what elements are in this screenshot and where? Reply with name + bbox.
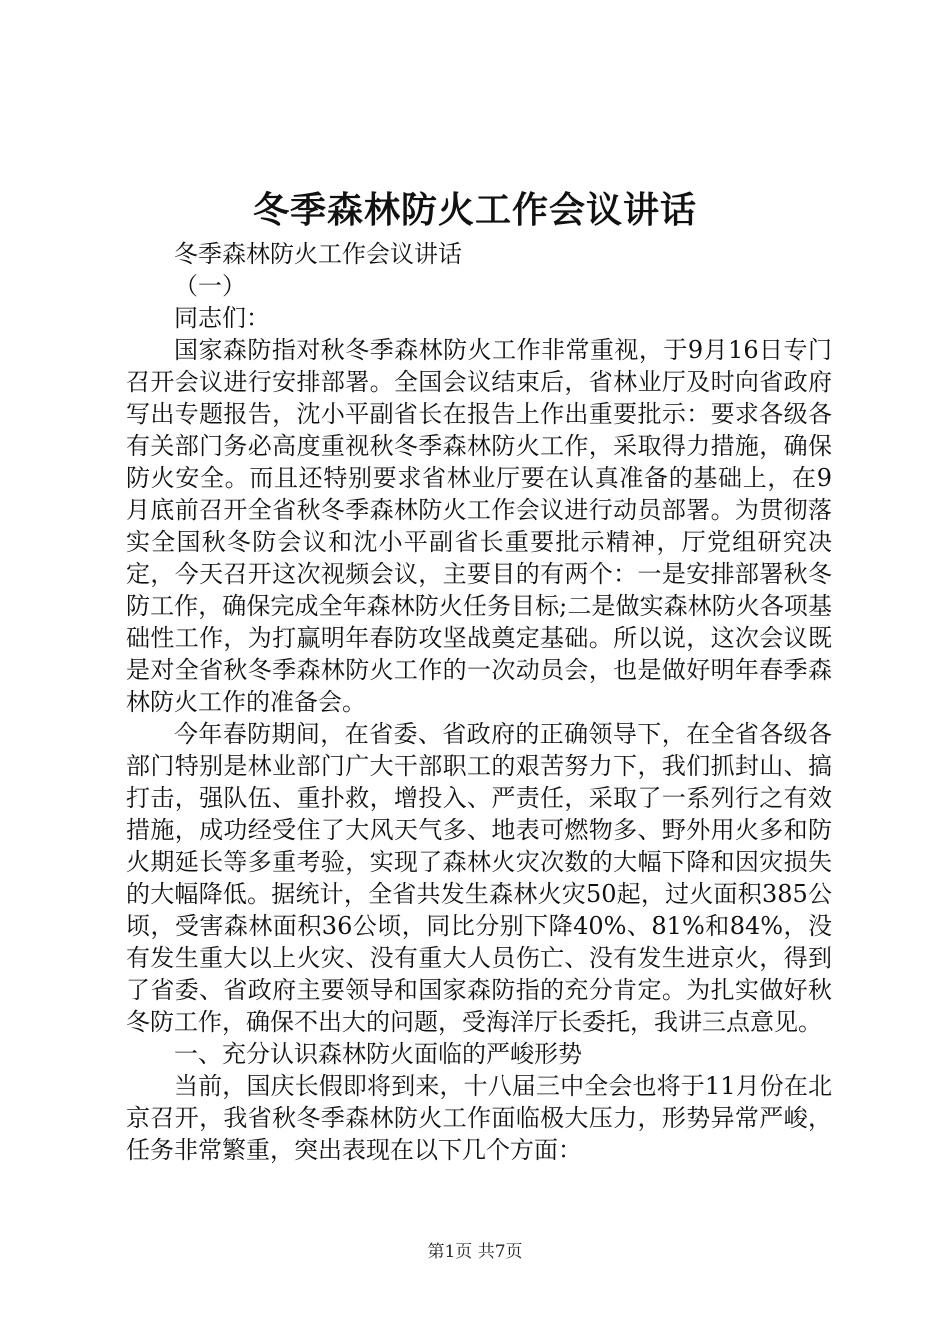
section-heading: 一、充分认识森林防火面临的严峻形势 [174,1040,582,1068]
paragraph-1: 国家森防指对秋冬季森林防火工作非常重视，于9月16日专门召开会议进行安排部署。全国会议结束后，省林业厅及时向省政府写出专题报告，沈小平副省长在报告上作出重要批示：要求各级各有关部门务必高度重视秋冬季森林防火工作，采取得力措施，确保防火安全。而且还特别要求省林业厅要在认真准备的基础上，在9月底前召开全省秋冬季森林防火工作会议进行动员部署。为贯彻落实全国秋冬防会议和沈小平副省长重要批示精神，厅党组研究决定，今天召开这次视频会议，主要目的有两个：一是安排部署秋冬防工作，确保完成全年森林防火任务目标;二是做实森林防火各项基础性工作，为打赢明年春防攻坚战奠定基础。所以说，这次会议既是对全省秋冬季森林防火工作的一次动员会，也是做好明年春季森林防火工作的准备会。 [126,336,832,716]
paragraph-2: 今年春防期间，在省委、省政府的正确领导下，在全省各级各部门特别是林业部门广大干部职工的艰苦努力下，我们抓封山、搞打击，强队伍、重扑救，增投入、严责任，采取了一系列行之有效措施，成功经受住了大风天气多、地表可燃物多、野外用火多和防火期延长等多重考验，实现了森林火灾次数的大幅下降和因灾损失的大幅降低。据统计，全省共发生森林火灾50起，过火面积385公顷，受害森林面积36公顷，同比分别下降40%、81%和84%，没有发生重大以上火灾、没有重大人员伤亡、没有发生进京火，得到了省委、省政府主要领导和国家森防指的充分肯定。为扎实做好秋冬防工作，确保不出大的问题，受海洋厅长委托，我讲三点意见。 [126,720,832,1036]
subtitle: 冬季森林防火工作会议讲话 [174,240,462,268]
document-body [126,238,832,1166]
section-marker: （一） [174,272,246,300]
salutation: 同志们： [174,304,270,332]
document-title: 冬季森林防火工作会议讲话 [252,189,697,231]
paragraph-3: 当前，国庆长假即将到来，十八届三中全会也将于11月份在北京召开，我省秋冬季森林防火工作面临极大压力，形势异常严峻，任务非常繁重，突出表现在以下几个方面： [126,1072,832,1164]
page-footer: 第1页 共7页 [427,1242,523,1262]
